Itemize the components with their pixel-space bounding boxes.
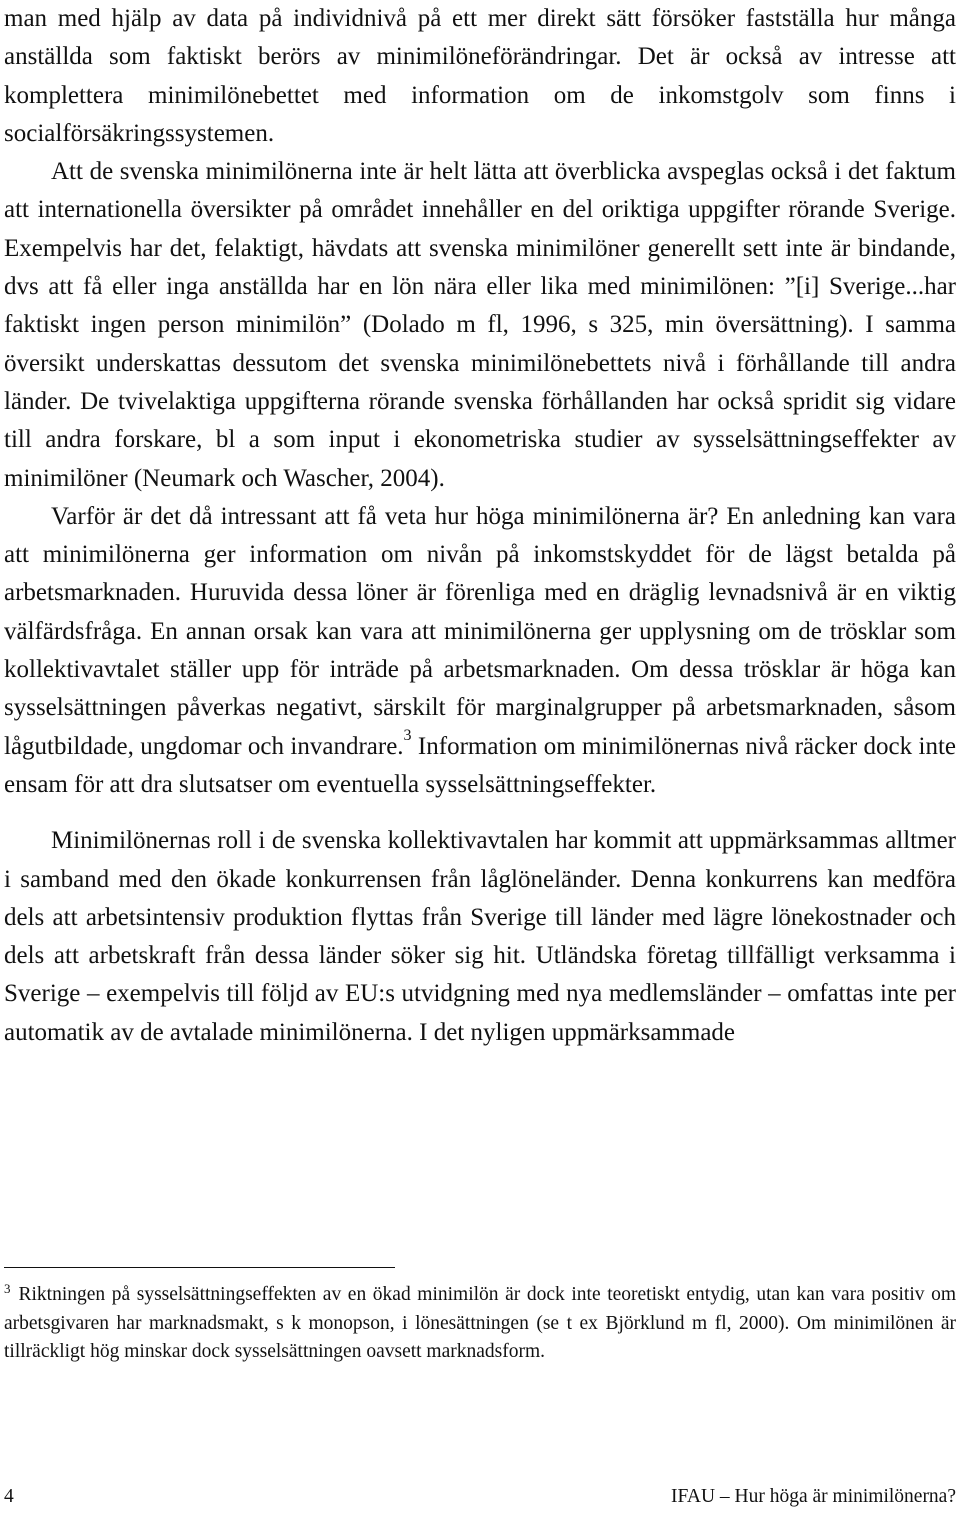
page-number: 4 xyxy=(4,1486,14,1507)
running-footer-title: IFAU – Hur höga är minimilönerna? xyxy=(670,1486,956,1507)
body-text xyxy=(4,0,956,1052)
paragraph-3-text: Varför är det då intressant att få veta hur höga minimilönerna är? En anledning kan vara att minimilönerna ger information om nivån på inkomstskyddet för de lägst betalda på arbetsmarknaden. Huruvida dessa löner är förenliga med en dräglig levnadsnivå är en viktig välfärdsfråga. En annan orsak kan vara att minimilönerna ger upplysning om de trösklar som kollektivavtalet ställer upp för inträde på arbetsmarknaden. Om dessa trösklar är höga kan sysselsättningen påverkas negativt, särskilt för marginalgrupper på arbetsmarknaden, såsom lågutbildade, ungdomar och invandrare. xyxy=(4,502,956,760)
footnote-reference: 3 xyxy=(403,727,412,745)
paragraph-3-continuation: Information om minimilönernas nivå räcker dock inte ensam för att dra slutsatser om eventuella sysselsättningseffekter. xyxy=(4,732,957,798)
footnote xyxy=(4,1281,956,1367)
paragraph-1: man med hjälp av data på individnivå på ett mer direkt sätt försöker fastställa hur många anställda som faktiskt berörs av minimilöneförändringar. Det är också av intresse att komplettera minimilönebettet med information om de inkomstgolv som finns i socialförsäkringssystemen. xyxy=(4,5,956,147)
footnote-text: Riktningen på sysselsättningseffekten av en ökad minimilön är dock inte teoretiskt entydig, utan kan vara positiv om arbetsgivaren har marknadsmakt, s k monopson, i lönesättningen (se t ex Björklund m fl, 2000). Om minimilönen är tillräckligt hög minskar dock sysselsättningen oavsett marknadsform. xyxy=(4,1284,956,1363)
paragraph-2: Att de svenska minimilönerna inte är helt lätta att överblicka avspeglas också i det faktum att internationella översikter på området innehåller en del oriktiga uppgifter rörande Sverige. Exempelvis har det, felaktigt, hävdats att svenska minimilöner generellt sett inte är bindande, dvs att få eller inga anställda har en lön nära eller lika med minimilönen: ”[i] Sverige...har faktiskt ingen person minimilön” (Dolado m fl, 1996, s 325, min översättning). I samma översikt underskattas dessutom det svenska minimilönebettets nivå i förhållande till andra länder. De tvivelaktiga uppgifterna rörande svenska förhållanden har också spridit sig vidare till andra forskare, bl a som input i ekonometriska studier av sysselsättningseffekter av minimilöner (Neumark och Wascher, 2004). xyxy=(4,158,956,492)
footnote-separator xyxy=(4,1267,395,1268)
paragraph-4: Minimilönernas roll i de svenska kollektivavtalen har kommit att uppmärksammas alltmer i samband med den ökade konkurrensen från låglöneländer. Denna konkurrens kan medföra dels att arbetsintensiv produktion flyttas från Sverige till länder med lägre lönekostnader och dels att arbetskraft från dessa länder söker sig hit. Utländska företag tillfälligt verksamma i Sverige – exempelvis till följd av EU:s utvidgning med nya medlemsländer – omfattas inte per automatik av de avtalade minimilönerna. I det nyligen uppmärksammade xyxy=(4,827,956,1046)
footnote-number: 3 xyxy=(4,1280,11,1296)
paragraph-3 xyxy=(4,498,956,804)
